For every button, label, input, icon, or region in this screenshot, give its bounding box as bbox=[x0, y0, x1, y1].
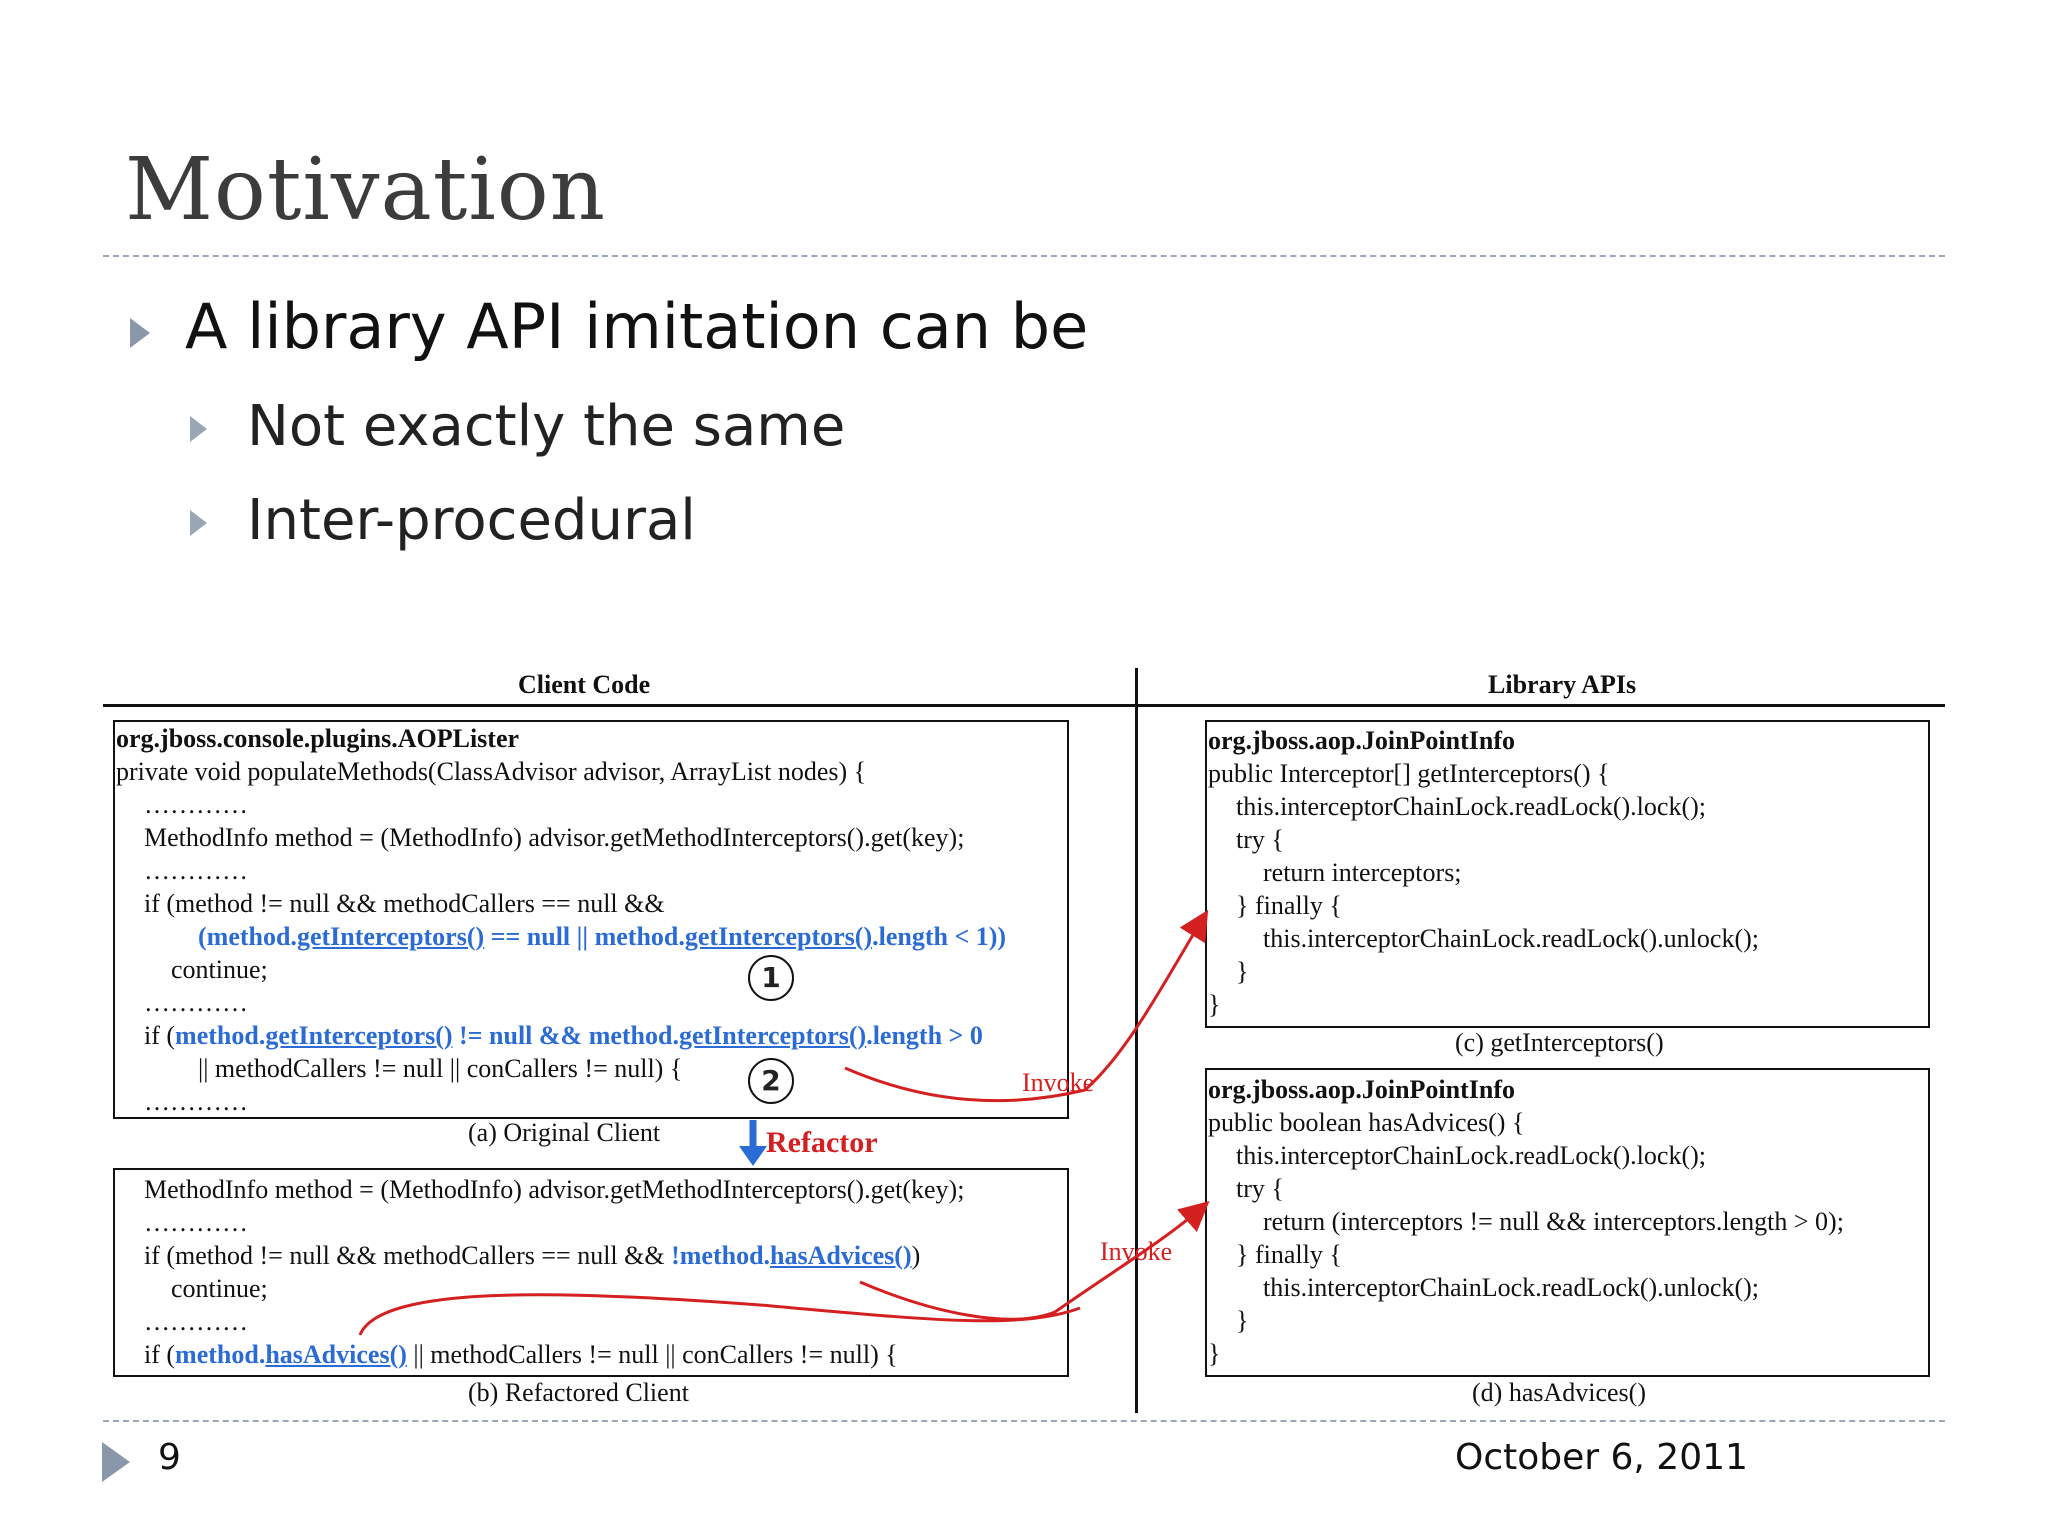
code-line: ………… bbox=[144, 1087, 248, 1116]
original-client-class: org.jboss.console.plugins.AOPLister bbox=[116, 724, 520, 753]
marker-2: 2 bbox=[748, 1058, 794, 1104]
code-line: public boolean hasAdvices() { bbox=[1208, 1108, 1525, 1137]
sub-bullet-1: Not exactly the same bbox=[247, 394, 846, 459]
sub-bullet-2: Inter-procedural bbox=[247, 488, 696, 553]
code-line: continue; bbox=[171, 1274, 268, 1303]
bullet-main: A library API imitation can be bbox=[185, 290, 1089, 363]
client-code-header: Client Code bbox=[518, 670, 651, 699]
code-line: ………… bbox=[144, 1307, 248, 1336]
library-apis-header: Library APIs bbox=[1488, 670, 1637, 699]
code-line-highlight: if (method != null && methodCallers == null && !method.hasAdvices()) bbox=[144, 1241, 921, 1270]
slide-title: Motivation bbox=[125, 140, 606, 240]
code-line: MethodInfo method = (MethodInfo) advisor.getMethodInterceptors().get(key); bbox=[144, 823, 965, 852]
get-interceptors-call: getInterceptors() bbox=[678, 1021, 867, 1050]
code-line: ………… bbox=[144, 790, 248, 819]
code-line: continue; bbox=[171, 955, 268, 984]
code-line: ………… bbox=[144, 1208, 248, 1237]
code-line: } bbox=[1236, 957, 1249, 986]
code-line: } bbox=[1236, 1306, 1249, 1335]
code-line: this.interceptorChainLock.readLock().unlock(); bbox=[1263, 1273, 1759, 1302]
code-line: ………… bbox=[144, 988, 248, 1017]
code-line: } finally { bbox=[1236, 1240, 1342, 1269]
has-advices-caption: (d) hasAdvices() bbox=[1472, 1378, 1646, 1407]
get-interceptors-caption: (c) getInterceptors() bbox=[1455, 1028, 1664, 1057]
footer-date: October 6, 2011 bbox=[1455, 1437, 1748, 1478]
refactor-label: Refactor bbox=[766, 1126, 878, 1159]
code-line-highlight: (method.getInterceptors() == null || method.getInterceptors().length < 1)) bbox=[198, 922, 1007, 951]
code-line: this.interceptorChainLock.readLock().unlock(); bbox=[1263, 924, 1759, 953]
original-client-caption: (a) Original Client bbox=[468, 1118, 661, 1147]
page-number: 9 bbox=[158, 1437, 181, 1478]
code-line: MethodInfo method = (MethodInfo) advisor.getMethodInterceptors().get(key); bbox=[144, 1175, 965, 1204]
api-class-name: org.jboss.aop.JoinPointInfo bbox=[1208, 726, 1515, 755]
code-line: public Interceptor[] getInterceptors() { bbox=[1208, 759, 1610, 788]
code-line: } finally { bbox=[1236, 891, 1342, 920]
code-line: return (interceptors != null && interceptors.length > 0); bbox=[1263, 1207, 1844, 1236]
has-advices-call: hasAdvices() bbox=[770, 1241, 912, 1270]
code-line: return interceptors; bbox=[1263, 858, 1462, 887]
code-line: } bbox=[1208, 1339, 1221, 1368]
footer-arrow-icon bbox=[100, 1440, 132, 1484]
marker-1: 1 bbox=[748, 955, 794, 1001]
code-line: } bbox=[1208, 990, 1221, 1019]
refactored-client-caption: (b) Refactored Client bbox=[468, 1378, 689, 1407]
code-line: this.interceptorChainLock.readLock().lock(); bbox=[1236, 792, 1706, 821]
code-line: this.interceptorChainLock.readLock().lock(); bbox=[1236, 1141, 1706, 1170]
code-line: try { bbox=[1236, 825, 1284, 854]
get-interceptors-call: getInterceptors() bbox=[296, 922, 485, 951]
get-interceptors-call: getInterceptors() bbox=[265, 1021, 453, 1050]
invoke-label-2: Invoke bbox=[1100, 1237, 1173, 1266]
api-class-name: org.jboss.aop.JoinPointInfo bbox=[1208, 1075, 1515, 1104]
code-line: private void populateMethods(ClassAdvisor advisor, ArrayList nodes) { bbox=[116, 757, 867, 786]
code-line: if (method != null && methodCallers == null && bbox=[144, 889, 665, 918]
code-line: try { bbox=[1236, 1174, 1284, 1203]
invoke-label-1: Invoke bbox=[1022, 1068, 1095, 1097]
get-interceptors-call: getInterceptors() bbox=[684, 922, 873, 951]
has-advices-call: hasAdvices() bbox=[265, 1340, 407, 1369]
code-line-highlight: if (method.getInterceptors() != null && method.getInterceptors().length > 0 bbox=[144, 1021, 983, 1050]
code-line: || methodCallers != null || conCallers != null) { bbox=[198, 1054, 683, 1083]
footer-divider bbox=[103, 1420, 1945, 1422]
code-line: ………… bbox=[144, 856, 248, 885]
code-line-highlight: if (method.hasAdvices() || methodCallers != null || conCallers != null) { bbox=[144, 1340, 898, 1369]
